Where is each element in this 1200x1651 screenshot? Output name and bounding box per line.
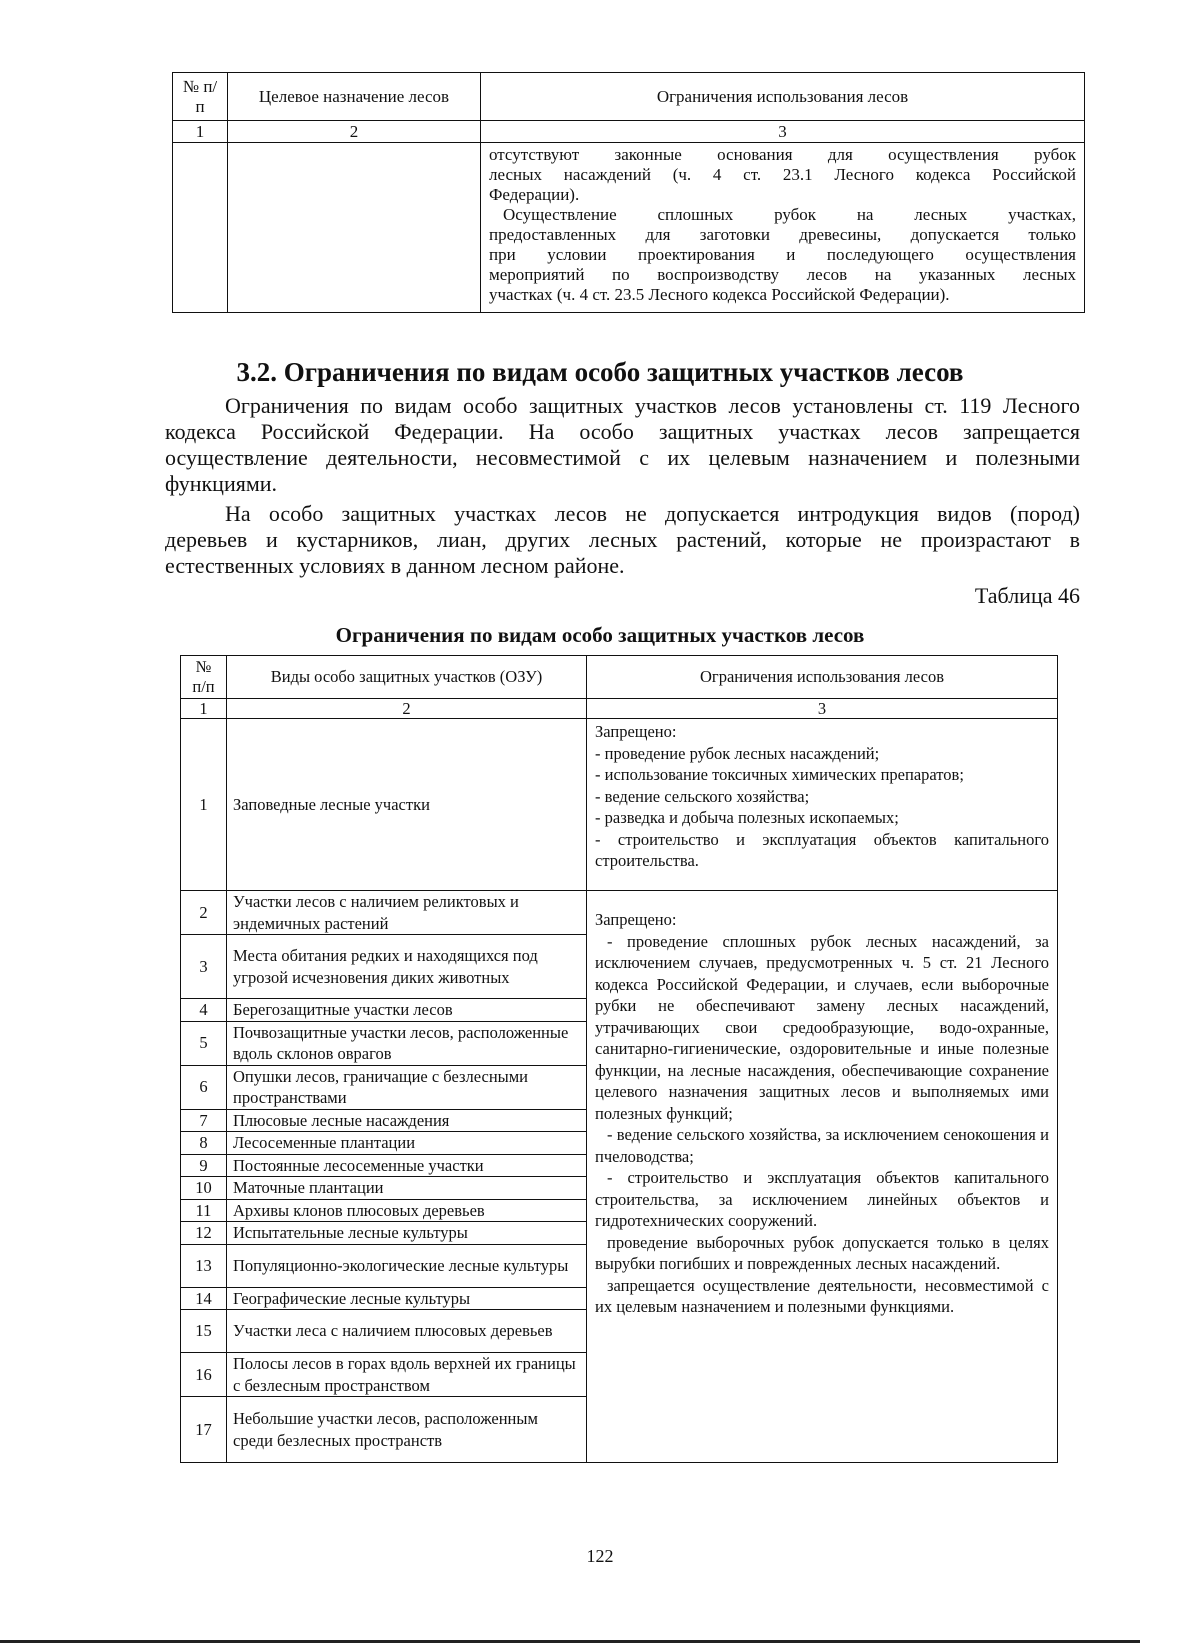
bottom-divider — [0, 1640, 1140, 1643]
row-name: Плюсовые лесные насаждения — [227, 1109, 587, 1132]
row-num: 9 — [181, 1154, 227, 1177]
row-purpose — [228, 143, 481, 313]
restriction-line: предоставленных для заготовки древесины, допускается только — [489, 225, 1076, 244]
col-number: 1 — [181, 699, 227, 719]
header-num: № п/п — [173, 73, 228, 121]
paragraph-2 — [165, 501, 1080, 579]
restriction-item: - проведение рубок лесных насаждений; — [595, 743, 880, 763]
col-number: 2 — [227, 699, 587, 719]
restriction-line: лесных насаждений (ч. 4 ст. 23.1 Лесного кодекса Российской — [489, 165, 1076, 184]
row-name: Маточные плантации — [227, 1177, 587, 1200]
restriction-item: - строительство и эксплуатация объектов капитального строительства. — [595, 829, 1049, 870]
restriction-line: участках (ч. 4 ст. 23.5 Лесного кодекса Российской Федерации). — [489, 285, 950, 304]
header-num: № п/п — [181, 656, 227, 699]
restriction-item: - использование токсичных химических препаратов; — [595, 765, 964, 784]
row-num: 8 — [181, 1132, 227, 1155]
header-restrictions: Ограничения использования лесов — [587, 656, 1058, 699]
row-num: 11 — [181, 1199, 227, 1222]
restriction-item: - ведение сельского хозяйства; — [595, 786, 810, 806]
table-header-row — [173, 73, 1085, 121]
paragraph-line: естественных условиях в данном лесном районе. — [165, 553, 625, 578]
header-types: Виды особо защитных участков (ОЗУ) — [227, 656, 587, 699]
row-num: 13 — [181, 1244, 227, 1287]
paragraph-line: функциями. — [165, 471, 278, 496]
row-name: Лесосеменные плантации — [227, 1132, 587, 1155]
restriction-item: запрещается осуществление деятельности, несовместимой с их целевым назначением и полезными функциями. — [595, 1275, 1049, 1316]
col-number: 2 — [228, 121, 481, 143]
row-name: Географические лесные культуры — [227, 1287, 587, 1310]
row-restrictions — [481, 143, 1085, 313]
restriction-line: при условии проектирования и последующего осуществления — [489, 245, 1076, 264]
row-num: 1 — [181, 719, 227, 891]
page-number: 122 — [586, 1546, 614, 1566]
table-title: Ограничения по видам особо защитных участков лесов — [335, 623, 865, 647]
row-num: 6 — [181, 1065, 227, 1109]
row-name: Заповедные лесные участки — [227, 719, 587, 891]
table-row — [181, 719, 1058, 891]
row-name: Полосы лесов в горах вдоль верхней их границы с безлесным пространством — [227, 1353, 587, 1397]
row-num: 4 — [181, 999, 227, 1022]
row-name: Популяционно-экологические лесные культуры — [227, 1244, 587, 1287]
restriction-line: Осуществление сплошных рубок на лесных участках, — [503, 205, 1076, 224]
table-46 — [180, 655, 1058, 1463]
row-name: Берегозащитные участки лесов — [227, 999, 587, 1022]
restriction-cell-1 — [587, 719, 1058, 891]
paragraph-1 — [165, 393, 1080, 497]
row-num: 15 — [181, 1310, 227, 1353]
table-header-row — [181, 656, 1058, 699]
row-num: 17 — [181, 1397, 227, 1463]
restriction-cell-2 — [587, 891, 1058, 1463]
col-number: 3 — [587, 699, 1058, 719]
paragraph-line: На особо защитных участках лесов не допускается интродукция видов (пород) — [225, 501, 1080, 526]
restriction-line: мероприятий по воспроизводству лесов на указанных лесных — [489, 265, 1076, 284]
table-row — [173, 143, 1085, 313]
restriction-item: - строительство и эксплуатация объектов капитального строительства, за исключением линейных объектов и гидротехнических сооружений. — [595, 1168, 1049, 1230]
paragraph-line: кодекса Российской Федерации. На особо защитных участках лесов запрещается — [165, 419, 1080, 444]
restriction-item: проведение выборочных рубок допускается только в целях вырубки погибших и поврежденных лесных насаждений. — [595, 1232, 1049, 1273]
header-purpose: Целевое назначение лесов — [228, 73, 481, 121]
paragraph-line: осуществление деятельности, несовместимой с их целевым назначением и полезными — [165, 445, 1080, 470]
header-restrictions: Ограничения использования лесов — [481, 73, 1085, 121]
section-heading: 3.2. Ограничения по видам особо защитных участков лесов — [236, 357, 964, 387]
table-row — [181, 891, 1058, 935]
paragraph-line: деревьев и кустарников, лиан, других лесных растений, которые не произрастают в — [165, 527, 1080, 552]
column-numbers-row — [181, 699, 1058, 719]
row-num: 2 — [181, 891, 227, 935]
col-number: 1 — [173, 121, 228, 143]
restriction-item: - ведение сельского хозяйства, за исключением сенокошения и пчеловодства; — [595, 1125, 1049, 1166]
row-num: 14 — [181, 1287, 227, 1310]
restriction-head: Запрещено: — [595, 910, 677, 929]
row-name: Участки леса с наличием плюсовых деревьев — [227, 1310, 587, 1353]
row-num: 12 — [181, 1222, 227, 1245]
restriction-head: Запрещено: — [595, 722, 677, 741]
row-num — [173, 143, 228, 313]
row-name: Архивы клонов плюсовых деревьев — [227, 1199, 587, 1222]
row-name: Небольшие участки лесов, расположенным среди безлесных пространств — [227, 1397, 587, 1463]
row-name: Испытательные лесные культуры — [227, 1222, 587, 1245]
row-num: 3 — [181, 935, 227, 999]
row-num: 16 — [181, 1353, 227, 1397]
restriction-line: Федерации). — [489, 185, 580, 204]
table-label: Таблица 46 — [974, 583, 1080, 608]
row-name: Участки лесов с наличием реликтовых и эндемичных растений — [227, 891, 587, 935]
row-num: 7 — [181, 1109, 227, 1132]
row-name: Места обитания редких и находящихся под угрозой исчезновения диких животных — [227, 935, 587, 999]
restriction-item: - проведение сплошных рубок лесных насаждений, за исключением случаев, предусмотренных ч. 5 ст. 21 Лесного кодекса Российской Федерации, и случаев, если выборочные рубки не обеспечивают замену лесных насаждений, утрачивающих свои средообразующие, водо-охранные, санитарно-гигиенические, оздоровительные и иные полезные функции, на лесные насаждения, обеспечивающие сохранение целевого назначения защитных лесов и выполняемых ими полезных функций; — [595, 931, 1049, 1123]
column-numbers-row — [173, 121, 1085, 143]
row-name: Опушки лесов, граничащие с безлесными пространствами — [227, 1065, 587, 1109]
col-number: 3 — [481, 121, 1085, 143]
row-name: Постоянные лесосеменные участки — [227, 1154, 587, 1177]
restriction-item: - разведка и добыча полезных ископаемых; — [595, 808, 899, 827]
restriction-line: отсутствуют законные основания для осуществления рубок — [489, 145, 1076, 164]
previous-table — [172, 72, 1085, 313]
row-name: Почвозащитные участки лесов, расположенные вдоль склонов оврагов — [227, 1021, 587, 1065]
row-num: 10 — [181, 1177, 227, 1200]
row-num: 5 — [181, 1021, 227, 1065]
paragraph-line: Ограничения по видам особо защитных участков лесов установлены ст. 119 Лесного — [225, 393, 1080, 418]
